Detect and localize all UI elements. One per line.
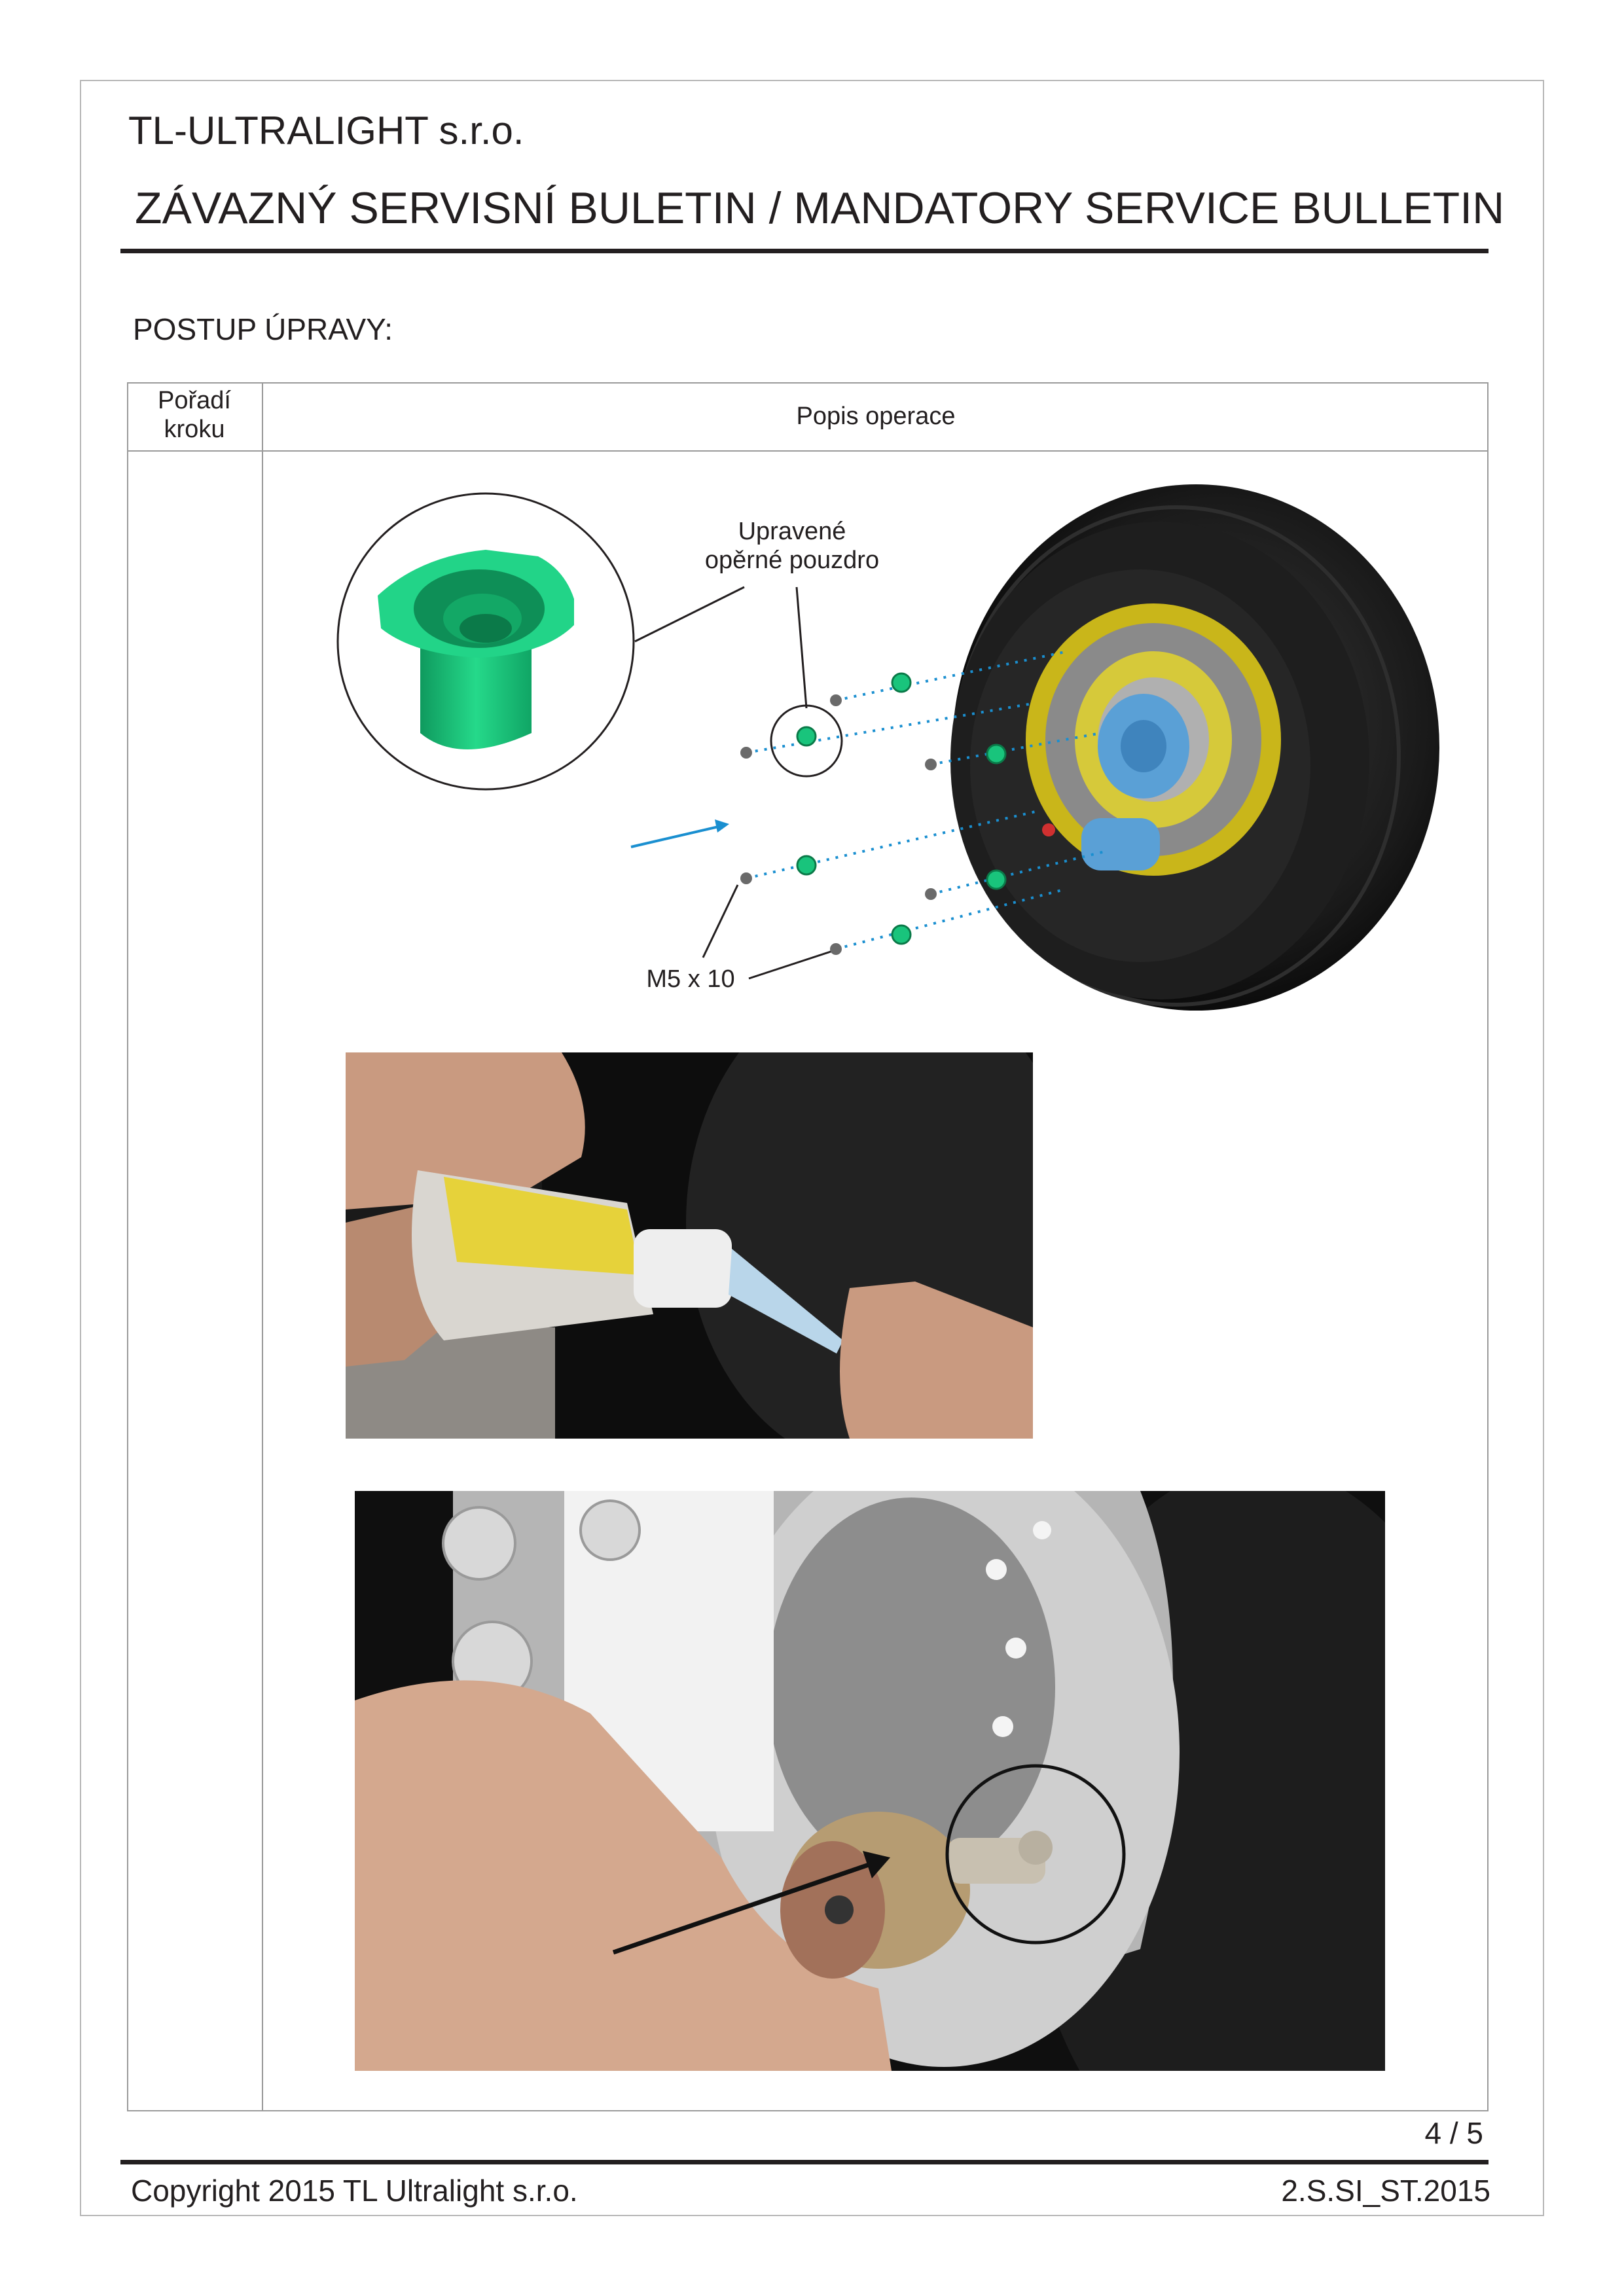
header-rule: [120, 249, 1489, 253]
company-name: TL-ULTRALIGHT s.r.o.: [128, 109, 524, 152]
bolt-label: M5 x 10: [646, 965, 735, 993]
photo-threadlocker: [346, 1052, 1033, 1439]
copyright: Copyright 2015 TL Ultralight s.r.o.: [131, 2174, 578, 2208]
column-header-step-line1: Pořadí: [158, 387, 231, 414]
brake-caliper: [1081, 818, 1160, 870]
direction-arrow: [631, 819, 729, 847]
bolt-leader-line-2: [749, 951, 833, 978]
document-code: 2.S.SI_ST.2015: [1281, 2174, 1490, 2208]
bolt-leader-line: [703, 885, 738, 958]
table-header-divider: [127, 450, 1489, 452]
bulletin-title: ZÁVAZNÝ SERVISNÍ BULETIN / MANDATORY SERVICE BULLETIN: [135, 183, 1505, 233]
bolts: [740, 694, 937, 955]
section-title: POSTUP ÚPRAVY:: [133, 312, 393, 346]
wheel-assembly: [950, 484, 1439, 1011]
bushing-leader-line-2: [797, 587, 806, 708]
column-header-description: Popis operace: [796, 403, 956, 430]
bushing-label-line1: Upravené: [738, 518, 846, 545]
page-number: 4 / 5: [1424, 2116, 1483, 2150]
bushing-label-line2: opěrné pouzdro: [704, 547, 880, 574]
bushing-leader-line: [635, 587, 744, 641]
footer-rule: [120, 2160, 1489, 2164]
bushing-detail-circle: [338, 493, 634, 789]
column-header-step: [128, 386, 261, 444]
column-header-step-line2: kroku: [164, 416, 225, 443]
bushing-label: [661, 517, 923, 575]
photo-installed-bushing: [355, 1491, 1385, 2071]
